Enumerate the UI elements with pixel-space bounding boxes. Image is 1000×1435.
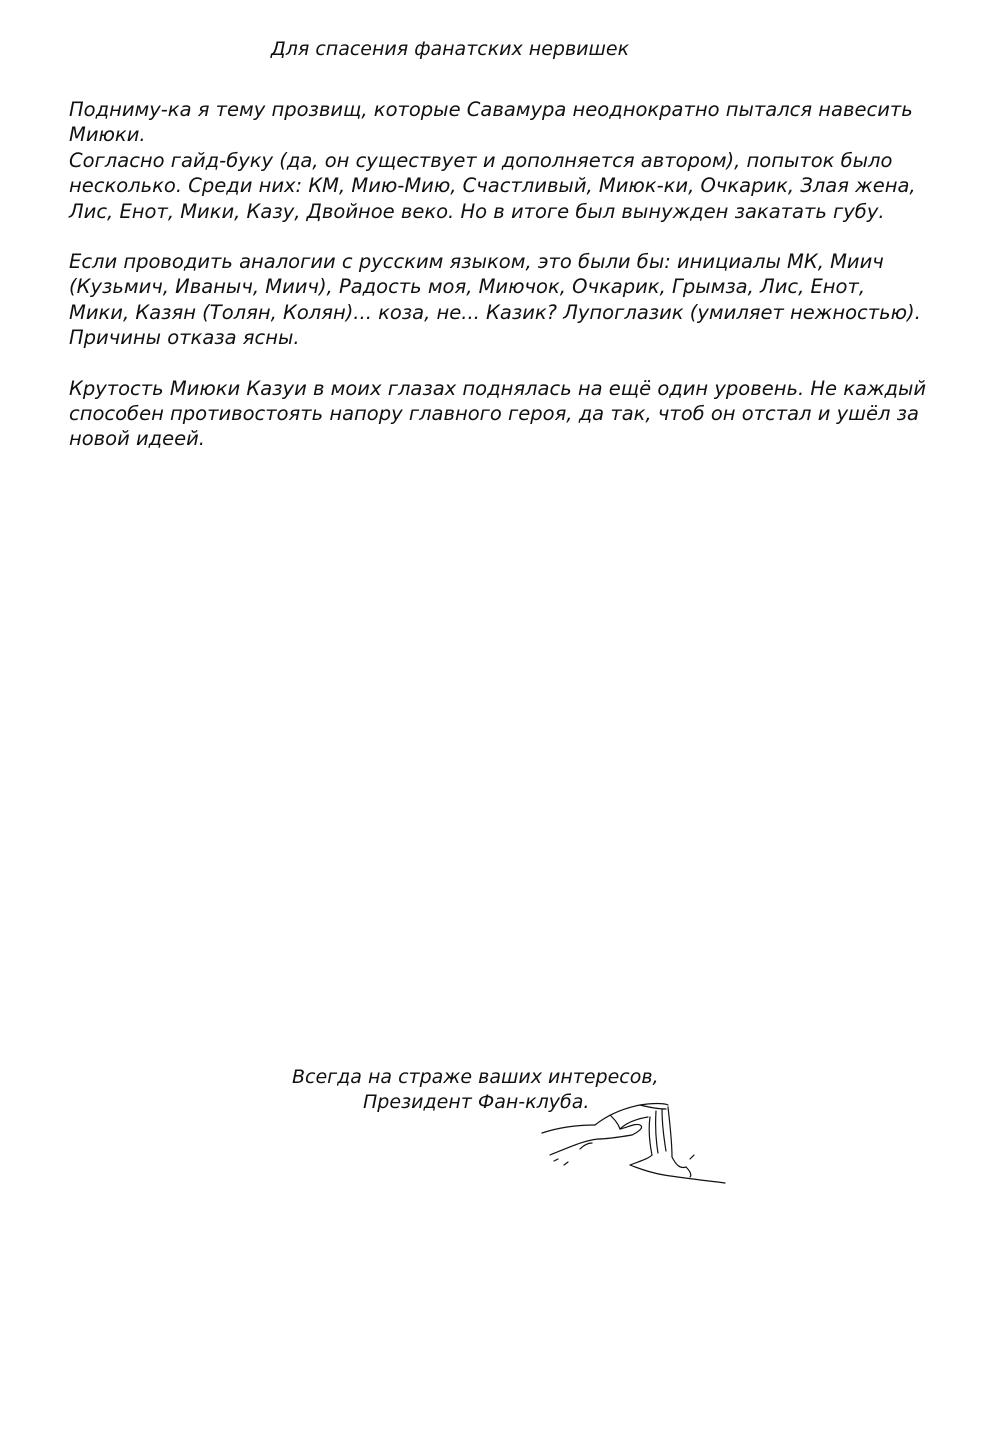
text-line: Крутость Миюки Казуи в моих глазах поднялась на ещё один уровень. Не каждый xyxy=(69,376,927,400)
text-line: Причины отказа ясны. xyxy=(69,326,300,350)
paragraph-conclusion xyxy=(69,376,939,452)
signature-line-closing: Всегда на страже ваших интересов, xyxy=(292,1066,659,1088)
signature-line-author: Президент Фан-клуба. xyxy=(363,1091,590,1113)
text-line: Лис, Енот, Мики, Казу, Двойное веко. Но в итоге был вынужден закатать губу. xyxy=(69,199,885,223)
text-line: новой идеей. xyxy=(69,427,205,451)
text-line: способен противостоять напору главного героя, да так, чтоб он отстал и ушёл за xyxy=(69,402,919,426)
document-body xyxy=(69,97,939,477)
time-out-hands-gesture-icon xyxy=(540,1095,730,1190)
text-line: Согласно гайд-буку (да, он существует и дополняется автором), попыток было xyxy=(69,148,893,172)
page-title: Для спасения фанатских нервишек xyxy=(270,38,630,60)
text-line: Подниму-ка я тему прозвищ, которые Савамура неоднократно пытался навесить xyxy=(69,98,913,121)
text-line: Миюки. xyxy=(69,123,146,147)
paragraph-russian-analogies xyxy=(69,249,939,351)
paragraph-nicknames xyxy=(69,97,939,224)
text-line: (Кузьмич, Иваныч, Миич), Радость моя, Миючок, Очкарик, Грымза, Лис, Енот, xyxy=(69,275,866,299)
text-line: несколько. Среди них: КМ, Мию-Мию, Счастливый, Миюк-ки, Очкарик, Злая жена, xyxy=(69,174,916,198)
text-line: Если проводить аналогии с русским языком, это были бы: инициалы МК, Миич xyxy=(69,250,884,274)
text-line: Мики, Казян (Толян, Колян)... коза, не... Казик? Лупоглазик (умиляет нежностью). xyxy=(69,300,921,324)
